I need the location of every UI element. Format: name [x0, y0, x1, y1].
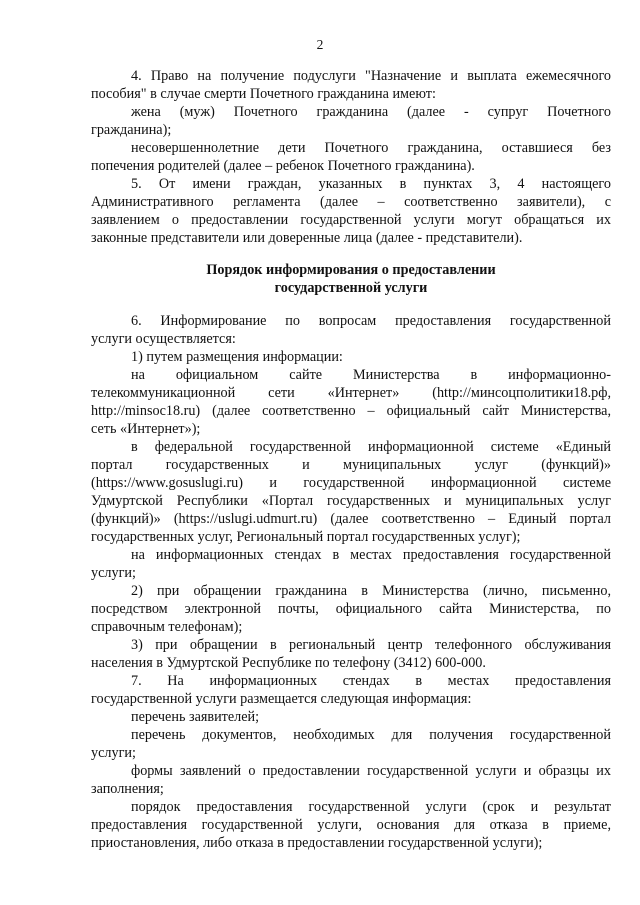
stand-info-item: перечень заявителей; [131, 709, 260, 725]
official-site-line: сеть «Интернет»); [91, 421, 201, 437]
section-heading: государственной услуги [274, 280, 428, 296]
section-heading: Порядок информирования о предоставлении [206, 262, 496, 278]
list-item-3: 3) при обращении в региональный центр телефонного обслуживания [131, 637, 611, 653]
list-item-2: 2) при обращении гражданина в Министерства (лично, письменно, [131, 583, 611, 599]
unified-portal-line: (https://www.gosuslugi.ru) и государственной информационной системе [91, 475, 611, 491]
list-item-child-line: попечения родителей (далее – ребенок Почетного гражданина). [91, 158, 475, 174]
list-item-2: справочным телефонам); [91, 619, 243, 635]
paragraph-6-line: 6. Информирование по вопросам предоставления государственной [131, 313, 611, 329]
paragraph-4-line: пособия" в случае смерти Почетного гражданина имеют: [91, 86, 436, 102]
official-site-line: на официальном сайте Министерства в информационно- [131, 367, 611, 383]
stand-info-item: формы заявлений о предоставлении государственной услуги и образцы их [131, 763, 611, 779]
list-item-3: населения в Удмуртской Республике по телефону (3412) 600-000. [91, 655, 486, 671]
stand-info-item: порядок предоставления государственной услуги (срок и результат [131, 799, 611, 815]
info-stands-line: услуги; [91, 565, 136, 581]
paragraph-4-line: 4. Право на получение подуслуги "Назначение и выплата ежемесячного [131, 68, 611, 84]
stand-info-item: услуги; [91, 745, 136, 761]
paragraph-7-line: государственной услуги размещается следующая информация: [91, 691, 472, 707]
unified-portal-line: Удмуртской Республики «Портал государственных и муниципальных услуг [91, 493, 611, 509]
list-item-1: 1) путем размещения информации: [131, 349, 343, 365]
unified-portal-line: (функций)» (https://uslugi.udmurt.ru) (далее соответственно – Единый портал [91, 511, 611, 527]
paragraph-5-line: Административного регламента (далее – соответственно заявители), с [91, 194, 611, 210]
paragraph-5-line: законные представители или доверенные лица (далее - представители). [91, 230, 523, 246]
official-site-line: http://minsoc18.ru) (далее соответственно – официальный сайт Министерства, [91, 403, 611, 419]
unified-portal-line: в федеральной государственной информационной системе «Единый [131, 439, 611, 455]
paragraph-7-line: 7. На информационных стендах в местах предоставления [131, 673, 611, 689]
paragraph-6-line: услуги осуществляется: [91, 331, 236, 347]
list-item-2: посредством электронной почты, официального сайта Министерства, по [91, 601, 611, 617]
paragraph-5-line: заявлением о предоставлении государственной услуги могут обращаться их [91, 212, 611, 228]
list-item-spouse-line: гражданина); [91, 122, 172, 138]
list-item-spouse-line: жена (муж) Почетного гражданина (далее - супруг Почетного [131, 104, 611, 120]
stand-info-item: предоставления государственной услуги, основания для отказа в приеме, [91, 817, 611, 833]
paragraph-5-line: 5. От имени граждан, указанных в пунктах 3, 4 настоящего [131, 176, 611, 192]
stand-info-item: заполнения; [91, 781, 164, 797]
stand-info-item: перечень документов, необходимых для получения государственной [131, 727, 611, 743]
stand-info-item: приостановления, либо отказа в предоставлении государственной услуги); [91, 835, 543, 851]
list-item-child-line: несовершеннолетние дети Почетного гражданина, оставшиеся без [131, 140, 611, 156]
unified-portal-line: портал государственных и муниципальных услуг (функций)» [91, 457, 611, 473]
page-number: 2 [316, 37, 324, 52]
info-stands-line: на информационных стендах в местах предоставления государственной [131, 547, 611, 563]
official-site-line: телекоммуникационной сети «Интернет» (http://минсоцполитики18.рф, [91, 385, 611, 401]
unified-portal-line: государственных услуг, Региональный портал государственных услуг); [91, 529, 521, 545]
